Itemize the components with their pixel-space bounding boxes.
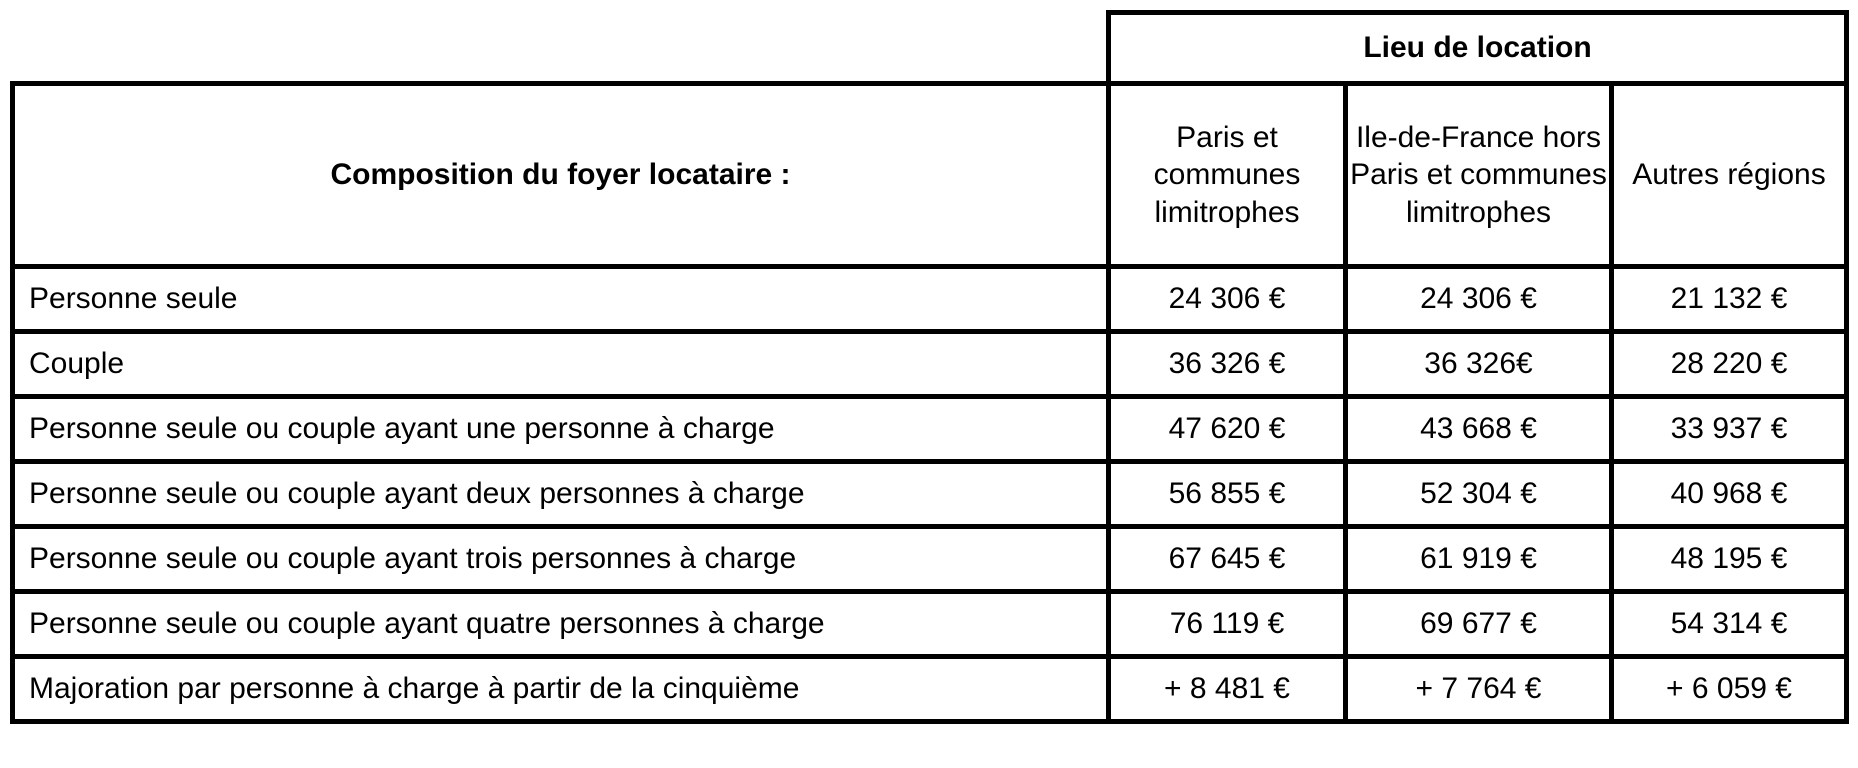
- value-autres-regions: 48 195 €: [1612, 527, 1847, 592]
- value-autres-regions: 21 132 €: [1612, 267, 1847, 332]
- value-autres-regions: 33 937 €: [1612, 397, 1847, 462]
- empty-corner-cell: [13, 13, 1109, 84]
- value-ile-de-france: 61 919 €: [1346, 527, 1612, 592]
- table-row: [13, 462, 1847, 527]
- value-ile-de-france: 43 668 €: [1346, 397, 1612, 462]
- row-label: Personne seule ou couple ayant une personne à charge: [13, 397, 1109, 462]
- table-row: [13, 657, 1847, 722]
- value-paris: 36 326 €: [1109, 332, 1346, 397]
- column-header-autres-regions: Autres régions: [1612, 84, 1847, 267]
- group-header-cell: Lieu de location: [1109, 13, 1847, 84]
- value-ile-de-france: 36 326€: [1346, 332, 1612, 397]
- table-row: [13, 527, 1847, 592]
- rent-ceiling-table-frame: [10, 10, 1844, 755]
- column-header-row: [13, 84, 1847, 267]
- value-autres-regions: 54 314 €: [1612, 592, 1847, 657]
- value-paris: 24 306 €: [1109, 267, 1346, 332]
- row-label: Personne seule ou couple ayant trois personnes à charge: [13, 527, 1109, 592]
- table-row: [13, 397, 1847, 462]
- column-header-paris: Paris et communes limitrophes: [1109, 84, 1346, 267]
- value-paris: 47 620 €: [1109, 397, 1346, 462]
- table-row: [13, 592, 1847, 657]
- column-header-ile-de-france: Ile-de-France hors Paris et communes limitrophes: [1346, 84, 1612, 267]
- value-autres-regions: 28 220 €: [1612, 332, 1847, 397]
- value-autres-regions: 40 968 €: [1612, 462, 1847, 527]
- value-ile-de-france: 24 306 €: [1346, 267, 1612, 332]
- row-label: Majoration par personne à charge à partir de la cinquième: [13, 657, 1109, 722]
- value-ile-de-france: 69 677 €: [1346, 592, 1612, 657]
- group-header-row: [13, 13, 1847, 84]
- row-label: Couple: [13, 332, 1109, 397]
- value-autres-regions: + 6 059 €: [1612, 657, 1847, 722]
- value-ile-de-france: 52 304 €: [1346, 462, 1612, 527]
- row-label: Personne seule ou couple ayant deux personnes à charge: [13, 462, 1109, 527]
- value-ile-de-france: + 7 764 €: [1346, 657, 1612, 722]
- value-paris: 56 855 €: [1109, 462, 1346, 527]
- row-label: Personne seule ou couple ayant quatre personnes à charge: [13, 592, 1109, 657]
- value-paris: + 8 481 €: [1109, 657, 1346, 722]
- row-header-cell: Composition du foyer locataire :: [13, 84, 1109, 267]
- row-label: Personne seule: [13, 267, 1109, 332]
- value-paris: 76 119 €: [1109, 592, 1346, 657]
- value-paris: 67 645 €: [1109, 527, 1346, 592]
- table-row: [13, 332, 1847, 397]
- table-row: [13, 267, 1847, 332]
- rent-ceiling-table: [10, 10, 1849, 724]
